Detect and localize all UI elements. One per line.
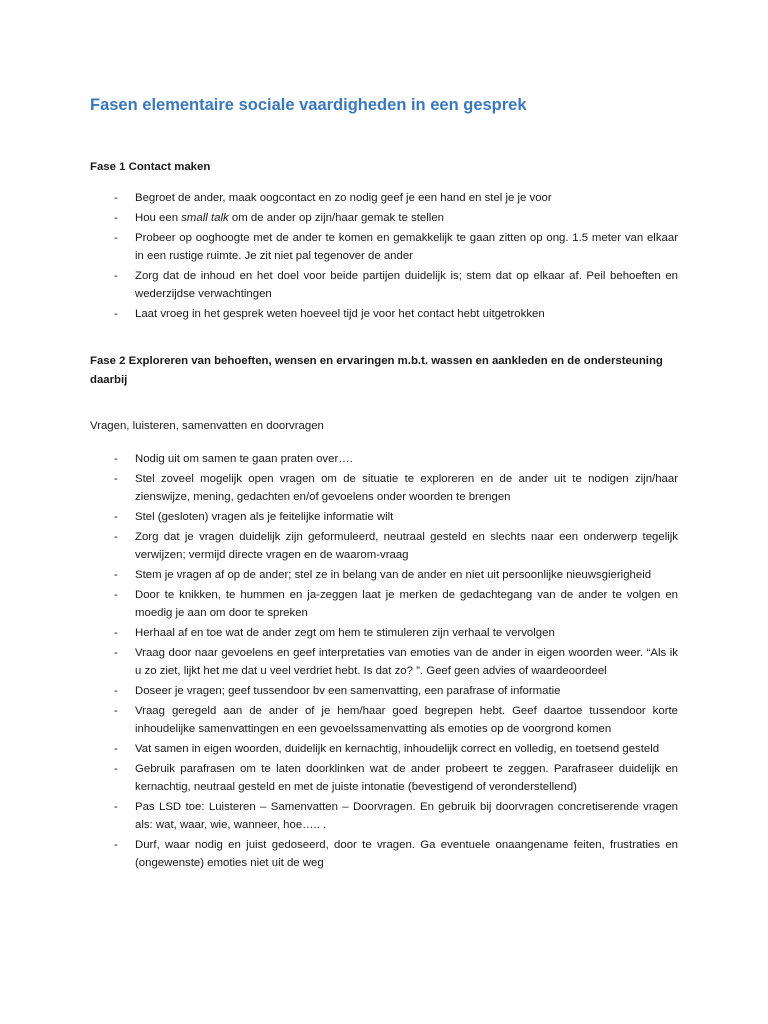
bullet-dash: - xyxy=(114,531,118,543)
list-item-text: Vraag geregeld aan de ander of je hem/haar goed begrepen hebt. Geef daartoe tussendoor korte inhoudelijke samenvattingen en een gevoelssamenvatting als emoties op de voorgrond komen xyxy=(135,705,678,735)
list-item xyxy=(90,702,678,738)
list-item xyxy=(90,450,678,468)
list-item xyxy=(90,682,678,700)
bullet-dash: - xyxy=(114,763,118,775)
bullet-dash: - xyxy=(114,511,118,523)
bullet-dash: - xyxy=(114,473,118,485)
bullet-dash: - xyxy=(114,647,118,659)
section-heading: Fase 1 Contact maken xyxy=(90,161,211,173)
list-item xyxy=(90,798,678,834)
list-item-text: Zorg dat de inhoud en het doel voor beide partijen duidelijk is; stem dat op elkaar af. Peil behoeften en wederzijdse verwachtingen xyxy=(135,270,678,300)
list-item-text: Hou een small talk om de ander op zijn/haar gemak te stellen xyxy=(135,212,445,224)
list-item-text: Nodig uit om samen te gaan praten over…. xyxy=(135,453,353,465)
intro-text: Vragen, luisteren, samenvatten en doorvragen xyxy=(90,420,324,432)
list-item-text: Stem je vragen af op de ander; stel ze in belang van de ander en niet uit persoonlijke nieuwsgierigheid xyxy=(135,569,652,581)
list-item xyxy=(90,740,678,758)
emphasis-text: small talk xyxy=(181,212,229,224)
list-item xyxy=(90,566,678,584)
list-item-text: Laat vroeg in het gesprek weten hoeveel tijd je voor het contact hebt uitgetrokken xyxy=(135,308,545,320)
list-item-text: Herhaal af en toe wat de ander zegt om hem te stimuleren zijn verhaal te vervolgen xyxy=(135,627,555,639)
list-item-text: Durf, waar nodig en juist gedoseerd, door te vragen. Ga eventuele onaangename feiten, frustraties en (ongewenste) emoties niet uit de weg xyxy=(135,839,678,869)
bullet-dash: - xyxy=(114,232,118,244)
bullet-dash: - xyxy=(114,453,118,465)
list-item-text: Probeer op ooghoogte met de ander te komen en gemakkelijk te gaan zitten op ong. 1.5 meter van elkaar in een rustige ruimte. Je zit niet pal tegenover de ander xyxy=(135,232,678,262)
list-item xyxy=(90,209,678,227)
list-item xyxy=(90,624,678,642)
bullet-dash: - xyxy=(114,569,118,581)
list-item-text: Door te knikken, te hummen en ja-zeggen laat je merken de gedachtegang van de ander te volgen en moedig je aan om door te spreken xyxy=(135,589,678,619)
list-item xyxy=(90,644,678,680)
bullet-dash: - xyxy=(114,589,118,601)
list-item-text: Begroet de ander, maak oogcontact en zo nodig geef je een hand en stel je je voor xyxy=(135,192,552,204)
list-item xyxy=(90,305,678,323)
list-item xyxy=(90,189,678,207)
list-item xyxy=(90,586,678,622)
list-item-text: Stel (gesloten) vragen als je feitelijke informatie wilt xyxy=(135,511,394,523)
bullet-list xyxy=(90,450,678,872)
list-item-text: Doseer je vragen; geef tussendoor bv een samenvatting, een parafrase of informatie xyxy=(135,685,561,697)
bullet-dash: - xyxy=(114,685,118,697)
list-item xyxy=(90,508,678,526)
list-item-text: Zorg dat je vragen duidelijk zijn geformuleerd, neutraal gesteld en slechts naar een onderwerp tegelijk verwijzen; vermijd directe vragen en de waarom-vraag xyxy=(135,531,678,561)
bullet-list xyxy=(90,189,678,323)
bullet-dash: - xyxy=(114,192,118,204)
bullet-dash: - xyxy=(114,743,118,755)
list-item-text: Stel zoveel mogelijk open vragen om de situatie te exploreren en de ander uit te nodigen zijn/haar zienswijze, mening, gedachten en/of gevoelens onder woorden te brengen xyxy=(135,473,678,503)
document-title: Fasen elementaire sociale vaardigheden in een gesprek xyxy=(90,96,527,114)
bullet-dash: - xyxy=(114,627,118,639)
bullet-dash: - xyxy=(114,212,118,224)
list-item xyxy=(90,229,678,265)
list-item-text: Pas LSD toe: Luisteren – Samenvatten – Doorvragen. En gebruik bij doorvragen concretiserende vragen als: wat, waar, wie, wanneer, hoe….. . xyxy=(135,801,678,831)
list-item xyxy=(90,470,678,506)
bullet-dash: - xyxy=(114,270,118,282)
list-item xyxy=(90,267,678,303)
list-item xyxy=(90,760,678,796)
section-explore xyxy=(90,352,678,872)
list-item-text: Vat samen in eigen woorden, duidelijk en kernachtig, inhoudelijk correct en volledig, en toetsend gesteld xyxy=(135,743,660,755)
list-item xyxy=(90,836,678,872)
list-item-text: Gebruik parafrasen om te laten doorklinken wat de ander probeert te zeggen. Parafraseer duidelijk en kernachtig, neutraal gesteld en met de juiste intonatie (bevestigend of veronderstellend) xyxy=(135,763,678,793)
bullet-dash: - xyxy=(114,839,118,851)
list-item-text: Vraag door naar gevoelens en geef interpretaties van emoties van de ander in eigen woorden weer. “Als ik u zo ziet, lijkt het me dat u veel verdriet hebt. Is dat zo? ”. Geef geen advies of waardeoordeel xyxy=(135,647,678,677)
section-contact xyxy=(90,158,678,323)
section-heading: Fase 2 Exploreren van behoeften, wensen en ervaringen m.b.t. wassen en aankleden en de ondersteuning daarbij xyxy=(90,355,663,386)
list-item xyxy=(90,528,678,564)
bullet-dash: - xyxy=(114,801,118,813)
bullet-dash: - xyxy=(114,308,118,320)
bullet-dash: - xyxy=(114,705,118,717)
